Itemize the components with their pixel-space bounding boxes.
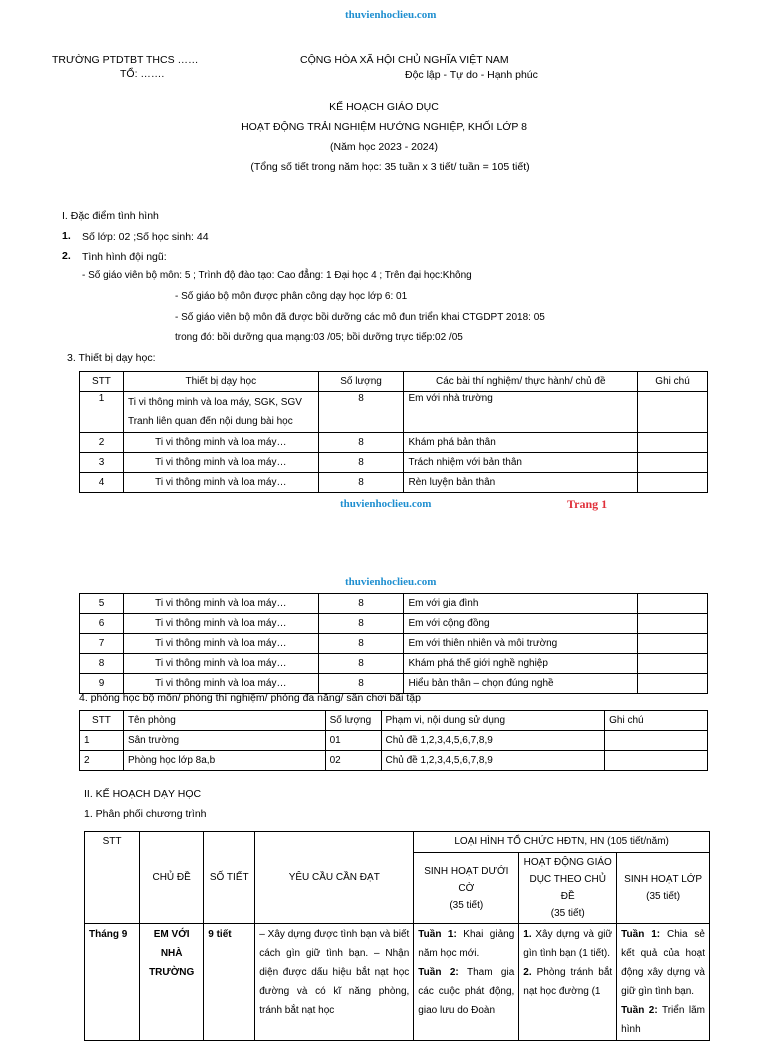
cell-device: Ti vi thông minh và loa máy… [123, 453, 318, 473]
cell-month: Tháng 9 [85, 924, 140, 1041]
equipment-table-p2 [79, 593, 708, 694]
table-row [80, 392, 708, 433]
plan-table [84, 831, 710, 1041]
cell-flag-ceremony [414, 924, 519, 1041]
device-line-1: Ti vi thông minh và loa máy, SGK, SGV [127, 397, 302, 408]
cell-stt: 8 [80, 654, 124, 674]
activity1-number: 1. [523, 929, 532, 940]
staff-line-1: - Số giáo viên bộ môn: 5 ; Trình độ đào tạo: Cao đẳng: 1 Đại học 4 ; Trên đại học:Không [82, 270, 472, 281]
header-flag-ceremony [414, 853, 519, 924]
header-quantity: Số lượng [318, 372, 404, 392]
table-row [80, 751, 708, 771]
cell-topic-activity [519, 924, 617, 1041]
cell-note [605, 751, 708, 771]
device-line-2: Tranh liên quan đến nội dung bài học [127, 416, 293, 427]
cell-topic: Em với gia đình [404, 594, 638, 614]
cell-topic: Em với nhà trường [404, 392, 638, 433]
footer-site: thuvienhoclieu.com [340, 498, 432, 510]
table-row [80, 674, 708, 694]
watermark-top: thuvienhoclieu.com [345, 9, 437, 21]
class-week2-label: Tuần 2: [621, 1005, 658, 1016]
table-row [80, 433, 708, 453]
cell-note [638, 594, 708, 614]
table-header-row [80, 711, 708, 731]
class-week1-label: Tuần 1: [621, 929, 661, 940]
header-class-activity [617, 853, 710, 924]
class-week1-text: Chia sẻ kết quả của hoạt động xây dựng và giữ gìn tình bạn. [621, 929, 705, 997]
week1-label: Tuần 1: [418, 929, 457, 940]
cell-stt: 5 [80, 594, 124, 614]
cell-quantity: 8 [318, 392, 404, 433]
cell-note [638, 433, 708, 453]
section3-heading: 3. Thiết bị dạy học: [67, 352, 156, 364]
activity2-number: 2. [523, 967, 532, 978]
cell-stt: 2 [80, 751, 124, 771]
cell-quantity: 8 [318, 473, 404, 493]
cell-note [638, 674, 708, 694]
total-periods: (Tổng số tiết trong năm học: 35 tuần x 3 tiết/ tuần = 105 tiết) [250, 161, 530, 173]
cell-device: Ti vi thông minh và loa máy… [123, 594, 318, 614]
header-topic: CHỦ ĐỀ [140, 832, 204, 924]
header-note: Ghi chú [605, 711, 708, 731]
cell-note [638, 634, 708, 654]
cell-topic: Trách nhiệm với bản thân [404, 453, 638, 473]
staff-line-3: - Số giáo viên bộ môn đã được bồi dưỡng các mô đun triển khai CTGDPT 2018: 05 [175, 312, 545, 323]
cell-stt: 1 [80, 392, 124, 433]
cell-device: Ti vi thông minh và loa máy… [123, 654, 318, 674]
cell-quantity: 8 [318, 594, 404, 614]
cell-note [638, 453, 708, 473]
cell-note [638, 654, 708, 674]
cell-quantity: 8 [318, 674, 404, 694]
cell-topic: Em với thiên nhiên và môi trường [404, 634, 638, 654]
nation-header: CỘNG HÒA XÃ HỘI CHỦ NGHĨA VIỆT NAM [300, 54, 509, 66]
cell-topic: Khám phá bản thân [404, 433, 638, 453]
item1-number: 1. [62, 230, 71, 242]
header-topic: Các bài thí nghiệm/ thực hành/ chủ đề [404, 372, 638, 392]
cell-stt: 1 [80, 731, 124, 751]
table-row [80, 654, 708, 674]
header-note: Ghi chú [638, 372, 708, 392]
cell-periods: 9 tiết [204, 924, 255, 1041]
header-requirements: YÊU CẦU CẦN ĐẠT [255, 832, 414, 924]
table-header-row [85, 832, 710, 853]
header-scope: Phạm vi, nội dung sử dụng [381, 711, 605, 731]
week2-label: Tuần 2: [418, 967, 459, 978]
table-row [80, 614, 708, 634]
cell-device: Ti vi thông minh và loa máy… [123, 433, 318, 453]
staff-line-2: - Số giáo bộ môn được phân công dạy học lớp 6: 01 [175, 291, 408, 302]
cell-note [638, 614, 708, 634]
cell-stt: 4 [80, 473, 124, 493]
cell-stt: 6 [80, 614, 124, 634]
cell-topic: EM VỚI NHÀ TRƯỜNG [140, 924, 204, 1041]
item2-number: 2. [62, 250, 71, 262]
table-row [80, 594, 708, 614]
topic-activity-periods: (35 tiết) [550, 908, 585, 919]
cell-quantity: 8 [318, 634, 404, 654]
cell-requirements: – Xây dựng được tình bạn và biết cách gìn giữ tình bạn. – Nhận diện được dấu hiệu bắt nạt học đường và có kĩ năng phòng, tránh bắt nạt học [255, 924, 414, 1041]
cell-stt: 3 [80, 453, 124, 473]
class-activity-periods: (35 tiết) [646, 891, 681, 902]
cell-note [638, 392, 708, 433]
table-row [80, 634, 708, 654]
motto: Độc lập - Tự do - Hạnh phúc [405, 69, 538, 81]
flag-ceremony-label: SINH HOẠT DƯỚI CỜ [424, 865, 509, 894]
cell-scope: Chủ đề 1,2,3,4,5,6,7,8,9 [381, 751, 605, 771]
cell-quantity: 8 [318, 614, 404, 634]
equipment-table-p1 [79, 371, 708, 493]
header-stt: STT [80, 711, 124, 731]
school-name: TRƯỜNG PTDTBT THCS …… [52, 54, 199, 66]
header-device: Thiết bị dạy học [123, 372, 318, 392]
topic-activity-label: HOẠT ĐỘNG GIÁO DỤC THEO CHỦ ĐỀ [523, 857, 612, 902]
class-activity-label: SINH HOẠT LỚP [624, 874, 703, 885]
item1-text: Số lớp: 02 ;Số học sinh: 44 [82, 231, 209, 243]
doc-subtitle: HOẠT ĐỘNG TRẢI NGHIỆM HƯỚNG NGHIỆP, KHỐI LỚP 8 [241, 121, 527, 133]
table-row [80, 473, 708, 493]
activity1-text: Xây dựng và giữ gìn tình bạn (1 tiết). [523, 929, 613, 959]
activity2-text: Phòng tránh bắt nạt học đường (1 [523, 967, 613, 997]
table-row [80, 453, 708, 473]
cell-topic: Em với cộng đồng [404, 614, 638, 634]
cell-device: Ti vi thông minh và loa máy… [123, 674, 318, 694]
section2-heading: II. KẾ HOẠCH DẠY HỌC [84, 788, 202, 800]
cell-class-activity [617, 924, 710, 1041]
cell-room: Sân trường [123, 731, 325, 751]
cell-quantity: 01 [325, 731, 381, 751]
cell-device: Ti vi thông minh và loa máy… [123, 473, 318, 493]
cell-device [123, 392, 318, 433]
program-heading: 1. Phân phối chương trình [84, 808, 207, 820]
cell-note [605, 731, 708, 751]
cell-device: Ti vi thông minh và loa máy… [123, 614, 318, 634]
staff-line-4: trong đó: bồi dưỡng qua mạng:03 /05; bồi dưỡng trực tiếp:02 /05 [175, 332, 463, 343]
table-header-row [80, 372, 708, 392]
section4-heading: 4. phòng học bộ môn/ phòng thí nghiệm/ phòng đa năng/ sân chơi bãi tập [79, 692, 421, 704]
header-activity-types: LOẠI HÌNH TỔ CHỨC HĐTN, HN (105 tiết/năm) [414, 832, 710, 853]
cell-quantity: 8 [318, 453, 404, 473]
cell-scope: Chủ đề 1,2,3,4,5,6,7,8,9 [381, 731, 605, 751]
table-row [80, 731, 708, 751]
cell-note [638, 473, 708, 493]
cell-stt: 9 [80, 674, 124, 694]
school-year: (Năm học 2023 - 2024) [330, 141, 438, 153]
header-topic-activity [519, 853, 617, 924]
cell-quantity: 8 [318, 433, 404, 453]
cell-quantity: 02 [325, 751, 381, 771]
week1-text: Khai giảng năm học mới. [418, 929, 515, 959]
header-quantity: Số lượng [325, 711, 381, 731]
cell-stt: 2 [80, 433, 124, 453]
header-room: Tên phòng [123, 711, 325, 731]
cell-topic: Khám phá thế giới nghề nghiệp [404, 654, 638, 674]
week2-text: Tham gia các cuộc phát động, giao lưu do Đoàn [418, 967, 515, 1016]
section1-heading: I. Đặc điểm tình hình [62, 210, 159, 222]
header-stt: STT [80, 372, 124, 392]
header-periods: SỐ TIẾT [204, 832, 255, 924]
doc-title: KẾ HOẠCH GIÁO DỤC [329, 101, 439, 113]
group-name: TỔ: ……. [120, 68, 165, 80]
table-row [85, 924, 710, 1041]
rooms-table [79, 710, 708, 771]
class-week2-text: Triển lãm hình [621, 1005, 705, 1035]
cell-quantity: 8 [318, 654, 404, 674]
header-stt: STT [85, 832, 140, 924]
cell-device: Ti vi thông minh và loa máy… [123, 634, 318, 654]
cell-topic: Hiểu bản thân – chọn đúng nghề [404, 674, 638, 694]
watermark-page2: thuvienhoclieu.com [345, 576, 437, 588]
flag-ceremony-periods: (35 tiết) [449, 899, 484, 911]
item2-text: Tình hình đội ngũ: [82, 251, 167, 263]
cell-topic: Rèn luyện bản thân [404, 473, 638, 493]
page-number: Trang 1 [567, 497, 608, 511]
cell-stt: 7 [80, 634, 124, 654]
cell-room: Phòng học lớp 8a,b [123, 751, 325, 771]
